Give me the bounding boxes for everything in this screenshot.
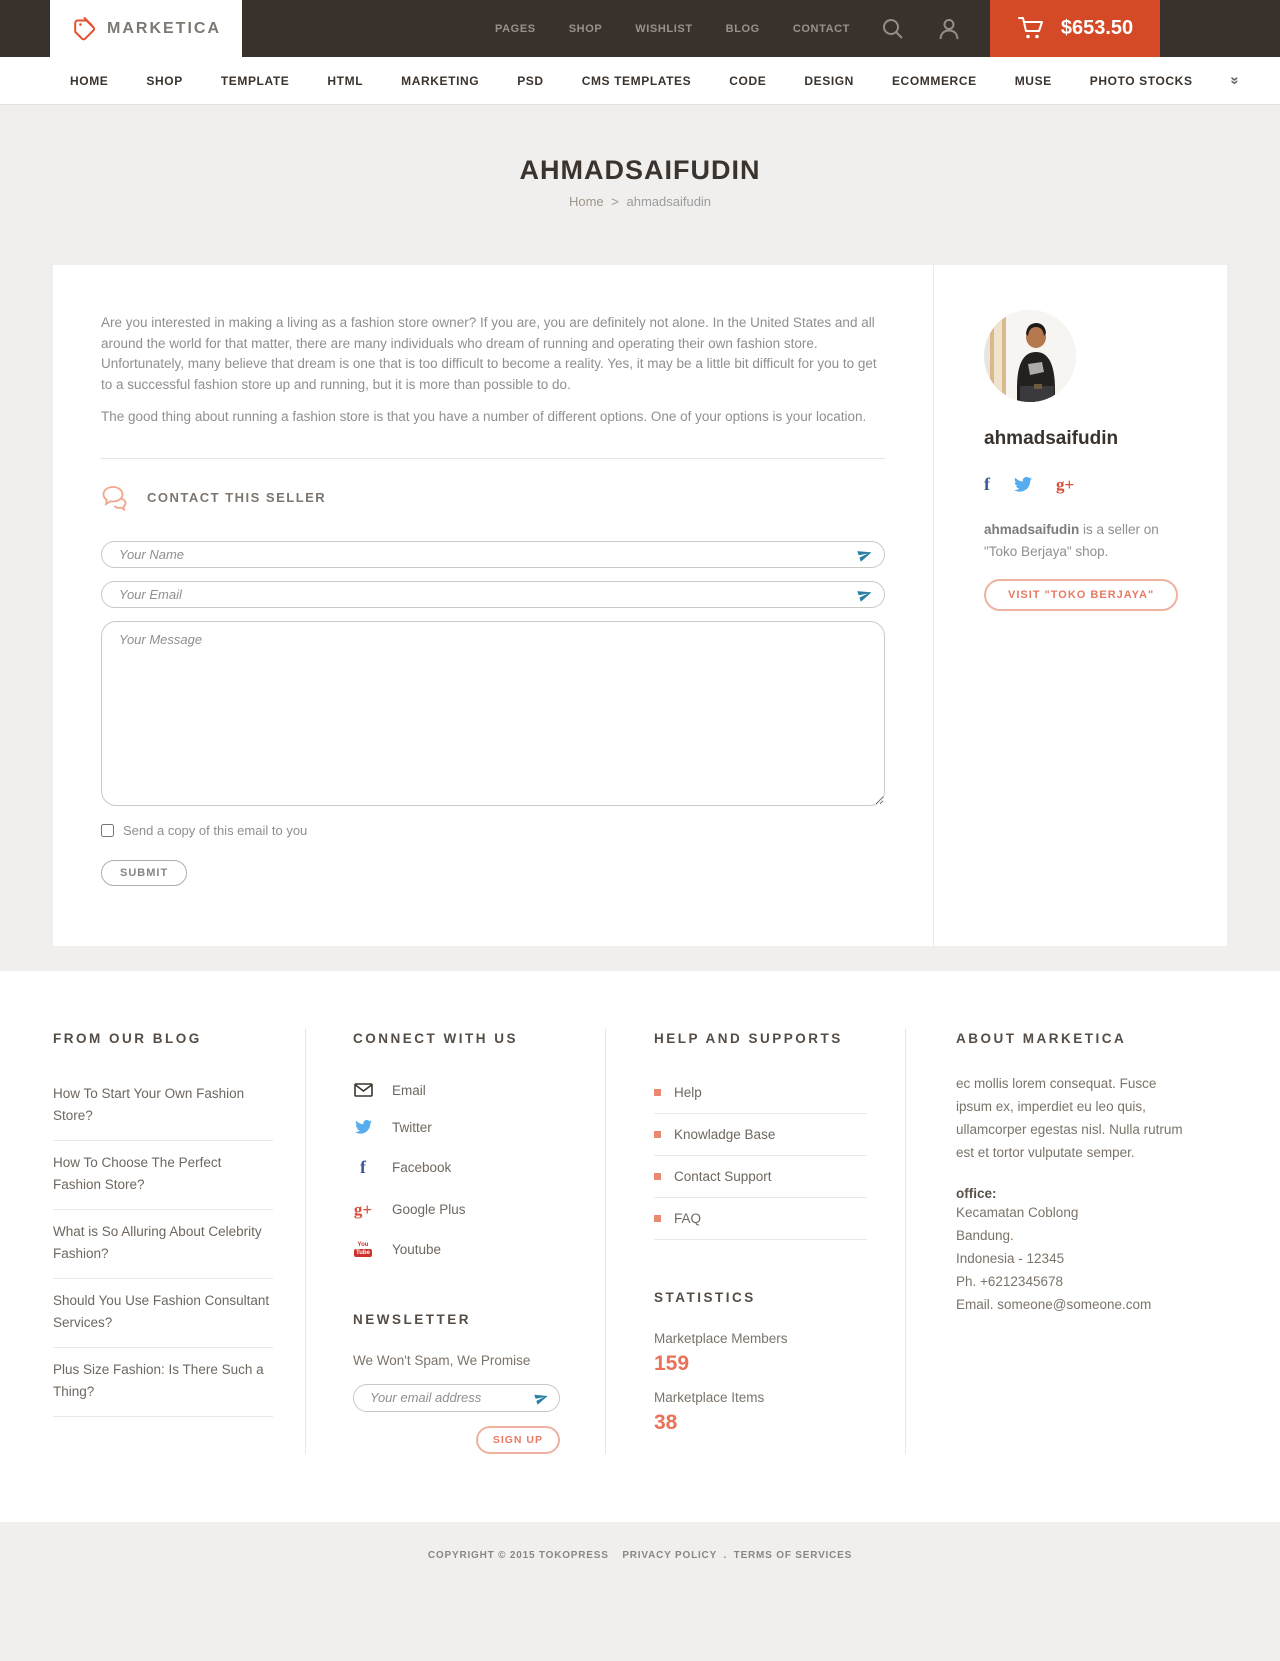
blog-link[interactable]: How To Start Your Own Fashion Store? — [53, 1085, 245, 1123]
signup-button[interactable]: SIGN UP — [476, 1426, 560, 1454]
topbar-nav — [495, 23, 850, 35]
social-link-label[interactable]: Twitter — [392, 1119, 432, 1135]
footer-blog-column — [0, 1029, 305, 1454]
topbar-link-contact[interactable]: CONTACT — [792, 22, 850, 35]
page-header — [0, 105, 1280, 209]
address-line: Indonesia - 12345 — [956, 1250, 1065, 1266]
address-line: Ph. +6212345678 — [956, 1273, 1063, 1289]
cart-icon — [1017, 15, 1047, 43]
list-item — [53, 1279, 273, 1348]
social-row-email[interactable] — [353, 1072, 567, 1109]
blog-link[interactable]: Should You Use Fashion Consultant Services? — [53, 1292, 270, 1330]
topbar-link-shop[interactable]: SHOP — [568, 22, 603, 35]
contact-seller-title: CONTACT THIS SELLER — [147, 490, 327, 505]
seller-avatar — [984, 310, 1076, 402]
tag-logo-icon — [71, 15, 97, 43]
nav-item-marketing[interactable]: MARKETING — [401, 73, 480, 88]
seller-paragraph-1: Are you interested in making a living as a fashion store owner? If you are, you are definitely not alone. In the United States and all around the world for that matter, there are many individuals who dream of running and operating their own fashion store. Unfortunately, many believe that dream is one that is too difficult to become a reality. Yes, it may be a little bit difficult for you to get to a successful fashion store up and running, but it is more than possible to do. — [101, 315, 877, 392]
bottom-bar — [0, 1522, 1280, 1661]
submit-button[interactable]: SUBMIT — [101, 860, 187, 886]
user-account-icon[interactable] — [936, 16, 962, 42]
breadcrumb-separator: > — [611, 194, 619, 209]
name-field-wrap — [101, 541, 885, 568]
social-row-youtube[interactable] — [353, 1231, 567, 1268]
footer-about-heading: ABOUT MARKETICA — [956, 1030, 1127, 1046]
statistics-heading: STATISTICS — [654, 1289, 756, 1305]
nav-item-cms-templates[interactable]: CMS TEMPLATES — [581, 73, 692, 88]
seller-name: ahmadsaifudin — [984, 428, 1119, 449]
nav-item-home[interactable]: HOME — [70, 73, 109, 88]
chevron-down-double-icon[interactable]: » — [1226, 76, 1244, 85]
help-row[interactable] — [654, 1156, 867, 1198]
main-nav — [0, 57, 1280, 105]
page-title: AHMADSAIFUDIN — [519, 155, 761, 185]
help-link[interactable]: FAQ — [674, 1210, 702, 1226]
footer-connect-column — [305, 1029, 605, 1454]
top-bar — [0, 0, 1280, 57]
stat-label: Marketplace Items — [654, 1389, 765, 1405]
nav-item-html[interactable]: HTML — [327, 73, 364, 88]
help-link[interactable]: Knowladge Base — [674, 1126, 776, 1142]
help-link[interactable]: Help — [674, 1084, 702, 1100]
youtube-icon: You Tube — [356, 1241, 370, 1256]
email-input[interactable] — [101, 581, 885, 608]
site-footer — [0, 971, 1280, 1522]
copyright-text: COPYRIGHT © 2015 TOKOPRESS — [427, 1549, 609, 1561]
social-link-label[interactable]: Google Plus — [392, 1202, 466, 1217]
office-label: office: — [956, 1185, 997, 1201]
stat-value: 159 — [654, 1351, 690, 1375]
address-line: Email. someone@someone.com — [956, 1296, 1152, 1312]
blog-link[interactable]: What is So Alluring About Celebrity Fashion? — [53, 1223, 262, 1261]
footer-about-column — [905, 1029, 1280, 1454]
breadcrumb-home-link[interactable]: Home — [568, 194, 604, 209]
social-row-twitter[interactable] — [353, 1109, 567, 1146]
send-copy-option[interactable] — [101, 823, 885, 838]
contact-seller-header — [101, 485, 885, 511]
square-bullet-icon — [654, 1131, 661, 1138]
send-plane-icon — [857, 547, 873, 567]
terms-link[interactable]: TERMS OF SERVICES — [733, 1549, 853, 1561]
facebook-icon: f — [360, 1156, 366, 1177]
topbar-link-wishlist[interactable]: WISHLIST — [635, 22, 693, 35]
stat-label: Marketplace Members — [654, 1330, 788, 1346]
list-item — [53, 1348, 273, 1417]
newsletter-field-wrap — [353, 1384, 560, 1412]
contact-seller-form — [101, 541, 885, 886]
social-link-list — [353, 1072, 567, 1268]
social-link-label[interactable]: Email — [392, 1082, 426, 1098]
newsletter-button-row — [353, 1426, 560, 1454]
seller-social-links — [984, 474, 1187, 495]
breadcrumb — [0, 194, 1280, 209]
social-row-facebook[interactable] — [353, 1146, 567, 1189]
send-copy-label: Send a copy of this email to you — [123, 822, 308, 838]
social-link-label[interactable]: Facebook — [392, 1159, 452, 1175]
stat-value: 38 — [654, 1410, 678, 1434]
help-row[interactable] — [654, 1072, 867, 1114]
googleplus-icon: g+ — [353, 1199, 373, 1219]
nav-item-muse[interactable]: MUSE — [1014, 73, 1052, 88]
content-card — [53, 265, 1227, 946]
privacy-policy-link[interactable]: PRIVACY POLICY — [622, 1549, 717, 1561]
seller-summary-rest: is a seller on "Toko Berjaya" shop. — [984, 522, 1159, 559]
footer-connect-heading: CONNECT WITH US — [353, 1030, 518, 1046]
footer-help-column — [605, 1029, 905, 1454]
address-line: Kecamatan Coblong — [956, 1204, 1079, 1220]
seller-paragraph-2: The good thing about running a fashion store is that you have a number of different options. One of your options is your location. — [101, 409, 867, 424]
help-link-list — [654, 1072, 867, 1240]
visit-shop-button[interactable]: VISIT "TOKO BERJAYA" — [984, 579, 1178, 611]
nav-item-photo-stocks[interactable]: PHOTO STOCKS — [1089, 73, 1193, 88]
social-link-label[interactable]: Youtube — [392, 1241, 442, 1257]
brand-name: MARKETICA — [107, 19, 221, 37]
stat-items — [654, 1390, 867, 1435]
cart-total: $653.50 — [1060, 17, 1134, 39]
send-plane-icon — [534, 1391, 549, 1410]
blog-link[interactable]: Plus Size Fashion: Is There Such a Thing? — [53, 1361, 264, 1399]
breadcrumb-current: ahmadsaifudin — [626, 194, 712, 209]
newsletter-heading: NEWSLETTER — [353, 1311, 471, 1327]
search-icon[interactable] — [880, 16, 906, 42]
brand-logo[interactable] — [50, 0, 242, 57]
send-plane-icon — [857, 587, 873, 607]
seller-description-area — [53, 265, 933, 946]
nav-item-psd[interactable]: PSD — [517, 73, 544, 88]
facebook-icon[interactable]: f — [984, 474, 990, 494]
square-bullet-icon — [654, 1089, 661, 1096]
nav-item-design[interactable]: DESIGN — [804, 73, 854, 88]
address-line: Bandung. — [956, 1227, 1014, 1243]
about-text: ec mollis lorem consequat. Fusce ipsum ex, imperdiet eu leo quis, ullamcorper egestas nisl. Nulla rutrum est et tortor vulputate semper. — [956, 1075, 1183, 1160]
help-row[interactable] — [654, 1114, 867, 1156]
twitter-icon — [353, 1120, 373, 1134]
footer-blog-heading: FROM OUR BLOG — [53, 1030, 202, 1046]
nav-item-template[interactable]: TEMPLATE — [220, 73, 290, 88]
section-divider — [101, 458, 885, 459]
blog-link[interactable]: How To Choose The Perfect Fashion Store? — [53, 1154, 222, 1192]
send-copy-checkbox[interactable] — [101, 824, 114, 837]
square-bullet-icon — [654, 1173, 661, 1180]
seller-sidebar — [933, 265, 1227, 946]
newsletter-email-input[interactable] — [353, 1384, 560, 1412]
email-icon — [353, 1083, 373, 1097]
social-row-googleplus[interactable] — [353, 1189, 567, 1231]
topbar-link-pages[interactable]: PAGES — [495, 22, 536, 35]
list-item — [53, 1072, 273, 1141]
bottom-separator: . — [723, 1549, 728, 1561]
list-item — [53, 1141, 273, 1210]
help-link[interactable]: Contact Support — [674, 1168, 772, 1184]
list-item — [53, 1210, 273, 1279]
newsletter-tagline: We Won't Spam, We Promise — [353, 1352, 531, 1368]
chat-bubbles-icon — [101, 485, 131, 511]
help-row[interactable] — [654, 1198, 867, 1240]
name-input[interactable] — [101, 541, 885, 568]
blog-post-list — [53, 1072, 273, 1417]
square-bullet-icon — [654, 1215, 661, 1222]
footer-help-heading: HELP AND SUPPORTS — [654, 1030, 843, 1046]
cart-button[interactable] — [990, 0, 1160, 57]
seller-summary — [984, 519, 1187, 563]
seller-summary-name: ahmadsaifudin — [984, 522, 1080, 537]
nav-item-ecommerce[interactable]: ECOMMERCE — [891, 73, 977, 88]
googleplus-icon[interactable]: g+ — [1056, 474, 1075, 494]
twitter-icon[interactable] — [1014, 477, 1032, 492]
topbar-link-blog[interactable]: BLOG — [725, 22, 760, 35]
message-textarea[interactable] — [101, 621, 885, 806]
email-field-wrap — [101, 581, 885, 608]
stat-members — [654, 1331, 867, 1376]
nav-item-code[interactable]: CODE — [729, 73, 767, 88]
nav-item-shop[interactable]: SHOP — [146, 73, 183, 88]
